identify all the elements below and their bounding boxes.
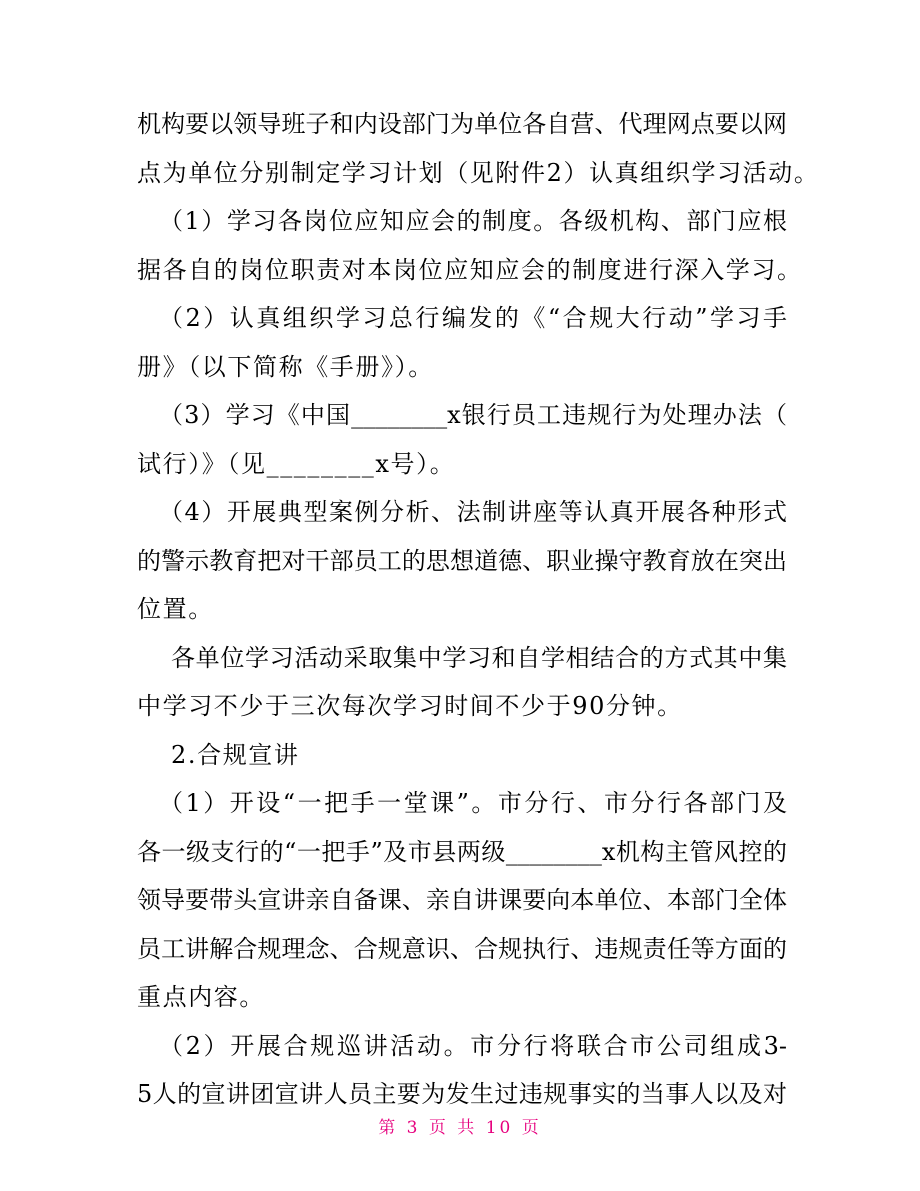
text-line: 册》（以下简称《手册》）。: [137, 352, 434, 381]
text-line: 机构要以领导班子和内设部门为单位各自营、代理网点要以网: [137, 110, 787, 138]
text-line: 员工讲解合规理念、合规意识、合规执行、违规责任等方面的: [137, 934, 787, 963]
page-number: 第 3 页 共 10 页: [378, 1118, 542, 1138]
text-line: （3）学习《中国________x银行员工违规行为处理办法（: [159, 401, 787, 429]
text-line: （1）学习各岗位应知应会的制度。各级机构、部门应根: [159, 207, 787, 235]
text-line: 重点内容。: [137, 983, 265, 1011]
section-heading: 2.合规宣讲: [171, 740, 300, 769]
text-line: 各一级支行的“一把手”及市县两级________x机构主管风控的: [137, 837, 787, 866]
text-line: 据各自的岗位职责对本岗位应知应会的制度进行深入学习。: [137, 255, 803, 284]
text-line: 5人的宣讲团宣讲人员主要为发生过违规事实的当事人以及对: [137, 1080, 787, 1108]
text-line: 位置。: [137, 595, 214, 623]
text-line: 中学习不少于三次每次学习时间不少于90分钟。: [137, 692, 683, 720]
text-line: 领导要带头宣讲亲自备课、亲自讲课要向本单位、本部门全体: [137, 886, 787, 914]
text-line: 试行）》（见________x号）。: [137, 449, 456, 478]
text-line: 各单位学习活动采取集中学习和自学相结合的方式其中集: [171, 643, 787, 672]
text-line: （2）认真组织学习总行编发的《“合规大行动”学习手: [159, 304, 787, 332]
text-line: 的警示教育把对干部员工的思想道德、职业操守教育放在突出: [137, 546, 787, 575]
text-line: 点为单位分别制定学习计划（见附件2）认真组织学习活动。: [137, 158, 820, 187]
text-line: （2）开展合规巡讲活动。市分行将联合市公司组成3-: [159, 1031, 787, 1060]
body-text: [137, 100, 820, 1119]
text-line: （1）开设“一把手一堂课”。市分行、市分行各部门及: [159, 789, 787, 817]
text-line: （4）开展典型案例分析、法制讲座等认真开展各种形式: [159, 498, 787, 526]
